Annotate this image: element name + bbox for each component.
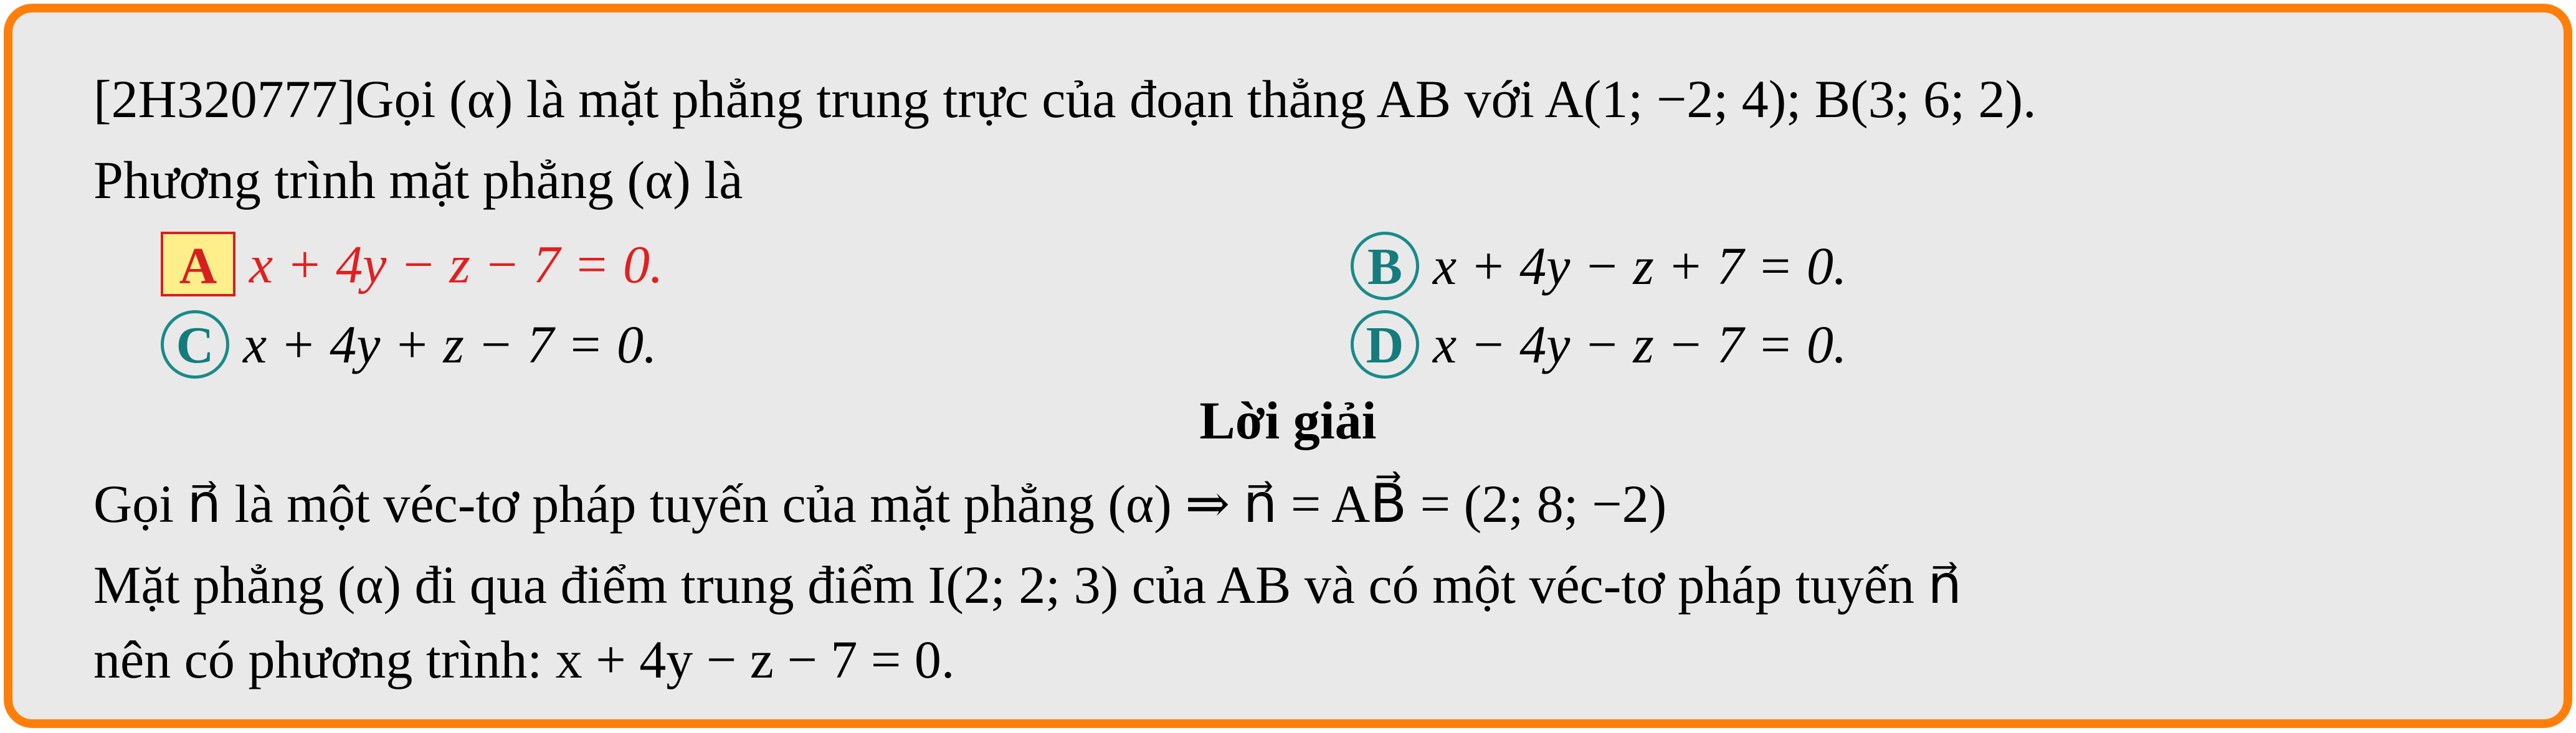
- option-c-text: x + 4y + z − 7 = 0.: [243, 314, 657, 374]
- solution-line-3: nên có phương trình: x + 4y − z − 7 = 0.: [93, 630, 955, 689]
- option-d-badge: D: [1351, 310, 1419, 379]
- option-a-text: x + 4y − z − 7 = 0.: [249, 234, 663, 295]
- problem-line-1: [2H320777]Gọi (α) là mặt phẳng trung trực của đoạn thẳng AB với A(1; −2; 4); B(3; 6; 2).: [93, 69, 2037, 129]
- option-b-text: x + 4y − z + 7 = 0.: [1433, 236, 1847, 296]
- option-a-badge: A: [161, 232, 235, 296]
- option-b[interactable]: [1351, 232, 1846, 300]
- option-c[interactable]: [161, 310, 657, 379]
- solution-heading: Lời giải: [1199, 390, 1377, 450]
- option-d[interactable]: [1351, 310, 1846, 379]
- option-a[interactable]: [161, 232, 663, 296]
- option-d-text: x − 4y − z − 7 = 0.: [1433, 314, 1847, 374]
- question-card: [4, 4, 2572, 728]
- problem-line-2: Phương trình mặt phẳng (α) là: [93, 150, 743, 210]
- question-content: [12, 12, 2564, 719]
- option-c-badge: C: [161, 310, 229, 379]
- option-b-badge: B: [1351, 232, 1419, 300]
- solution-line-1: Gọi n⃗ là một véc-tơ pháp tuyến của mặt phẳng (α) ⇒ n⃗ = AB⃗ = (2; 8; −2): [93, 474, 1667, 534]
- solution-line-2: Mặt phẳng (α) đi qua điểm trung điểm I(2; 2; 3) của AB và có một véc-tơ pháp tuyến n⃗: [93, 555, 1962, 615]
